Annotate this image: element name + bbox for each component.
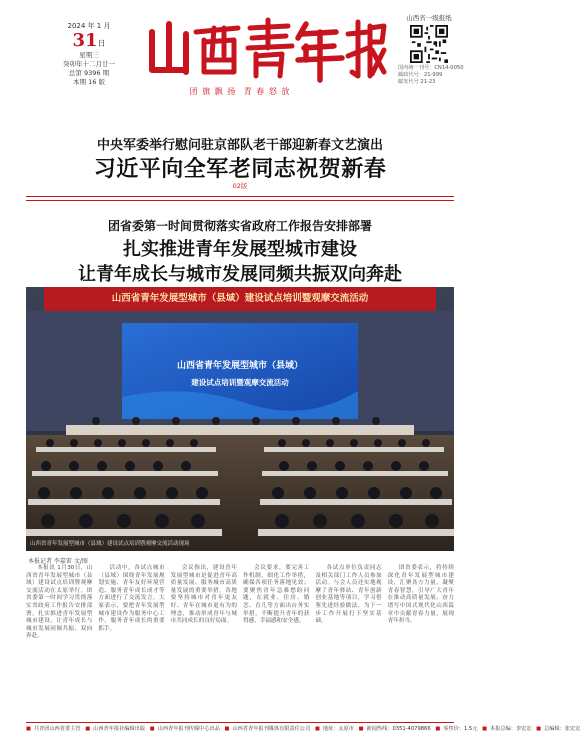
qr-code-icon xyxy=(410,25,448,63)
publication-info xyxy=(392,14,466,86)
square-bullet-icon: ■ xyxy=(224,726,230,732)
article-paragraph: 活动中，各试点城市（县域）围绕青年发展规划实施、青年友好环境营造、服务青年成长成才等方面进行了交流发言。大家表示，要把青年发展型城市建设作为服务中心工作、服务青年成长的重要抓手。 xyxy=(98,565,165,632)
article-paragraph: 各试点单位负责同志及相关部门工作人员参加活动。与会人员还实地观摩了青年驿站、青年创新创业基地等项目，学习借鉴先进经验做法，为下一步工作开展打下坚实基础。 xyxy=(315,565,382,625)
photo-banner-text: 山西省青年发展型城市（县域）建设试点培训暨观摩交流活动 xyxy=(111,293,369,304)
page-count: 本期 16 版 xyxy=(73,78,105,86)
event-photo[interactable] xyxy=(26,287,454,551)
article-body xyxy=(26,565,454,719)
lunar-date: 癸卯年十二月廿一 xyxy=(63,60,115,68)
square-bullet-icon: ■ xyxy=(435,726,441,732)
footer-item: 总编辑：张宏宏 xyxy=(544,726,581,732)
article-column xyxy=(171,565,237,719)
brand-note: 山西省一级报纸 xyxy=(406,14,452,22)
square-bullet-icon: ■ xyxy=(26,726,31,732)
code-post: 邮政代号：21-999 xyxy=(398,72,443,78)
code-post2: 邮发代号 21-23 xyxy=(398,79,436,85)
footer-item: 零售价：1.5元 xyxy=(443,726,478,732)
publication-codes xyxy=(392,65,466,86)
footer-item: 地址：太原市 xyxy=(322,726,354,732)
footer-item: 山西青年报社编辑出版 xyxy=(93,726,146,732)
photo-screen-line1: 山西省青年发展型城市（县域） xyxy=(176,361,303,371)
footer-item: 共青团山西省委主管 xyxy=(33,726,81,732)
photo-overlay-caption: 山西省青年发展型城市（县域）建设试点培训暨观摩交流活动现场 xyxy=(30,541,190,547)
square-bullet-icon: ■ xyxy=(536,726,542,732)
headline1-kicker: 中央军委举行慰问驻京部队老干部迎新春文艺演出 xyxy=(96,138,383,153)
headline1-page-ref[interactable]: 02版 xyxy=(232,182,248,190)
footer-item: 本报总编：李宏宏 xyxy=(489,726,532,732)
article-paragraph: 会议指出，建设青年发展型城市是促进青年高质量发展、服务城市高质量发展的重要举措。各地要坚持城市对青年更友好、青年在城市更有为的理念，推动形成青年与城市共同成长的良好局面。 xyxy=(170,565,237,625)
article-column xyxy=(388,565,454,719)
date-block xyxy=(48,22,130,87)
issue-total: 总第 9396 期 xyxy=(68,69,110,77)
article-column xyxy=(315,565,381,719)
headline2-main-line1[interactable]: 扎实推进青年发展型城市建设 xyxy=(123,239,357,260)
photo-credit: 本报记者 李嘉雷 文/图 xyxy=(28,558,88,565)
square-bullet-icon: ■ xyxy=(149,726,155,732)
footer-divider xyxy=(26,722,454,723)
article-paragraph: 会议要求，要完善工作机制，细化工作举措，确保各项任务落地见效；要聚焦青年急难愁盼问题，在就业、住房、婚恋、育儿等方面出台务实举措，不断提升青年的获得感、幸福感和安全感。 xyxy=(242,565,310,625)
headline1-main[interactable]: 习近平向全军老同志祝贺新春 xyxy=(93,157,387,182)
footer-item: 新闻热线：0351-4079866 xyxy=(366,726,431,732)
article-column xyxy=(98,565,164,719)
footer-info xyxy=(26,725,581,732)
photo-screen-line2: 建设试点培训暨观摩交流活动 xyxy=(191,378,289,387)
article-column xyxy=(243,565,309,719)
day-number: 31 xyxy=(72,30,98,51)
year-month: 2024 年 1 月 xyxy=(67,22,111,30)
slogan-left: 团 旗 飘 扬 xyxy=(189,87,237,96)
slogan xyxy=(140,86,340,97)
day-suffix: 日 xyxy=(97,39,106,48)
article-paragraph: 团省委表示，将持续深化青年发展型城市建设，汇聚各方力量，凝聚青春智慧，引导广大青年在推动高质量发展、奋力谱写中国式现代化山西篇章中贡献青春力量，展现青年担当。 xyxy=(387,565,454,625)
square-bullet-icon: ■ xyxy=(85,726,91,732)
code-cn: 国内统一刊号：CN14-0050 xyxy=(398,65,464,71)
square-bullet-icon: ■ xyxy=(482,726,487,732)
article-paragraph: 本报讯 1月30日，山西省青年发展型城市（县域）建设试点培训暨观摩交流活动在太原举行。团省委第一时间学习贯彻落实省政府工作报告安排部署，扎实推进青年发展型城市建设，让青年成长与城市发展同频共振、双向奔赴。 xyxy=(26,565,93,640)
logo-calligraphy-icon xyxy=(138,14,388,84)
article-column xyxy=(26,565,92,719)
conference-hall-illustration xyxy=(26,287,454,551)
weekday: 星期三 xyxy=(79,51,99,59)
footer-item: 山西省青年报刊媒体有限责任公司 xyxy=(232,726,311,732)
square-bullet-icon: ■ xyxy=(314,726,320,732)
square-bullet-icon: ■ xyxy=(358,726,364,732)
divider-bottom xyxy=(26,200,454,201)
divider-top xyxy=(26,196,454,197)
slogan-right: 青 春 怒 放 xyxy=(243,87,291,96)
headline2-main-line2[interactable]: 让青年成长与城市发展同频共振双向奔赴 xyxy=(78,264,402,285)
headline2-kicker: 团省委第一时间贯彻落实省政府工作报告安排部署 xyxy=(107,219,372,233)
newspaper-logo xyxy=(138,14,388,84)
footer-item: 山西青年报刊传媒中心出品 xyxy=(157,726,220,732)
